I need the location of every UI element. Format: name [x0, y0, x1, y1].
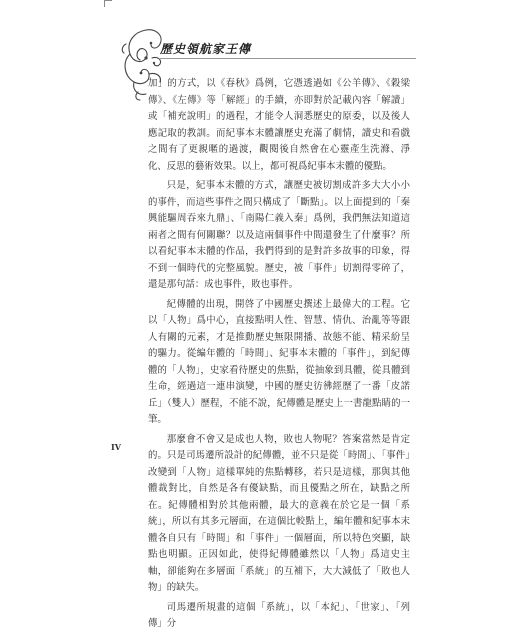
- body-paragraph: 加」的方式，以《春秋》爲例，它憑透過如《公羊傳》、《穀梁傳》、《左傳》等「解經」的手續，亦即對於記載內容「解讀」或「補充說明」的過程，才能令人洞悉歷史的原委，以及後人應記取的教訓。而紀事本末體讓歷史充滿了劇情，讀史和看戲之間有了更親暱的過渡，觀閱後自然會在心靈產生洗滌、淨化、反思的藝術效果。以上，都可視爲紀事本末體的優點。: [148, 78, 410, 172]
- running-header-title: 歷史領航家王傳: [160, 42, 252, 56]
- body-paragraph: 紀傳體的出現，開啓了中國歷史撰述上最偉大的工程。它以「人物」爲中心，直接點明人性、智慧、情仇、治亂等等跟人有關的元素，才是推動歷史無限開播、故態不能、精采紛呈的驅力。從編年體的「時間」、紀事本末體的「事件」，到紀傳體的「人物」，史家看待歷史的焦點，從抽象到具體，從具體到生命，經過這一連串演變，中國的歷史彷彿經歷了一番「皮諾丘」（雙人）歷程，不能不說，紀傳體是歷史上一書龍點睛的一筆。: [148, 298, 410, 425]
- crop-mark: [104, 0, 112, 1]
- body-paragraph: 司馬遷所規畫的這個「系統」，以「本紀」、「世家」、「列傳」分: [148, 601, 410, 629]
- body-text: [148, 76, 410, 633]
- body-paragraph: 那麼會不會又是成也人物，敗也人物呢？答案當然是肯定的。只是司馬遷所設計的紀傳體，並不只是從「時間」、「事件」改變到「人物」這樣單純的焦點轉移，若只是這樣，那與其他體裁對比，自然是各有優缺點，而且優點之所在，缺點之所在。紀傳體相對於其他兩體，最大的意義在於它是一個「系統」，所以有其多元層面，在這個比較點上，編年體和紀事本末體各自只有「時間」和「事件」一個層面，所以特色突顯，缺點也明顯。正因如此，使得紀傳體雖然以「人物」爲這史主軸，卻能夠在多層面「系統」的互補下，大大減低了「敗也人物」的缺失。: [148, 433, 410, 593]
- page-number: IV: [111, 442, 121, 452]
- header-divider: [160, 58, 416, 59]
- crop-mark: [104, 0, 105, 7]
- body-paragraph: 只是，紀事本末體的方式，讓歷史被切割成許多大大小小的事件，而這些事件之間只構成了「斷點」。以上面提到的「秦興能驅周吞來九鼎」、「南陽仁義入秦」爲例，我們無法知道這兩者之間有何關聯？以及這兩個事件中間還發生了什麼事？所以看紀事本末體的作品，我們得到的是對許多故事的印象，得不到一個時代的完整風貌。歷史，被「事件」切割得零碎了，還是那句話：成也事件，敗也事件。: [148, 180, 410, 290]
